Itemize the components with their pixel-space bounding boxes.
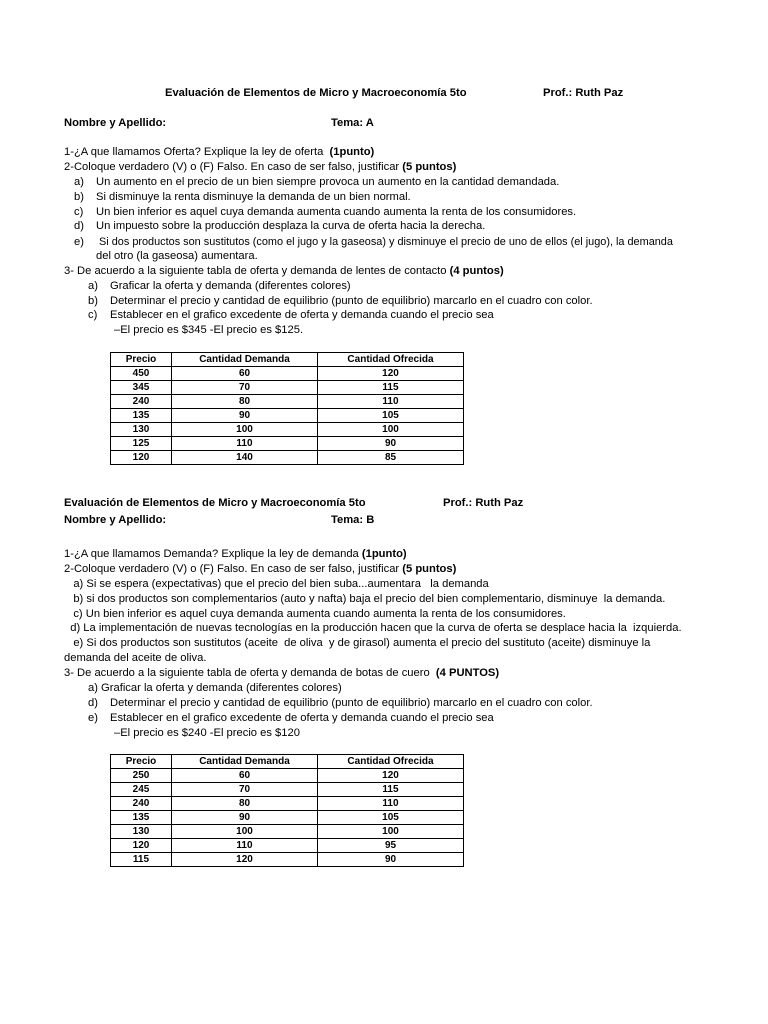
cell-ofrecida: 105 (318, 409, 464, 423)
cell-demanda: 110 (172, 437, 318, 451)
item-text: Establecer en el grafico excedente de oferta y demanda cuando el precio sea (110, 309, 494, 321)
cell-ofrecida: 100 (318, 423, 464, 437)
exam-b-q2-line: c) Un bien inferior es aquel cuya demanda aumenta cuando aumenta la renta de los consumidores. (64, 608, 566, 620)
exam-a-title: Evaluación de Elementos de Micro y Macroeconomía 5to (165, 87, 467, 99)
cell-demanda: 70 (172, 783, 318, 797)
cell-demanda: 140 (172, 451, 318, 465)
header-cantidad-demanda: Cantidad Demanda (172, 755, 318, 769)
exam-b-name-label: Nombre y Apellido: (64, 514, 167, 526)
item-letter: c) (74, 206, 84, 218)
exam-a-q3-prices: –El precio es $345 -El precio es $125. (114, 324, 304, 336)
table-row (111, 825, 464, 839)
cell-precio: 345 (111, 381, 172, 395)
item-text: Un aumento en el precio de un bien siempre provoca un aumento en la cantidad demandada. (96, 176, 560, 188)
cell-precio: 115 (111, 853, 172, 867)
cell-precio: 120 (111, 451, 172, 465)
exam-a-q2-item (74, 205, 576, 219)
cell-precio: 135 (111, 811, 172, 825)
cell-precio: 120 (111, 839, 172, 853)
item-text: Determinar el precio y cantidad de equilibrio (punto de equilibrio) marcarlo en el cuadro con color. (110, 295, 593, 307)
exam-b-q2-line: b) si dos productos son complementarios (auto y nafta) baja el precio del bien complementario, disminuye la demanda. (64, 593, 666, 605)
exam-b-q3-item (88, 696, 593, 710)
exam-a-q3 (64, 264, 504, 278)
cell-demanda: 110 (172, 839, 318, 853)
cell-demanda: 60 (172, 769, 318, 783)
header-cantidad-ofrecida: Cantidad Ofrecida (318, 755, 464, 769)
table-row (111, 811, 464, 825)
item-text: Graficar la oferta y demanda (diferentes colores) (110, 280, 351, 292)
exam-a-q2-text: 2-Coloque verdadero (V) o (F) Falso. En caso de ser falso, justificar (64, 161, 400, 173)
cell-precio: 130 (111, 423, 172, 437)
table-row (111, 395, 464, 409)
item-letter: b) (88, 295, 98, 307)
cell-ofrecida: 120 (318, 367, 464, 381)
exam-b-q3-prices: –El precio es $240 -El precio es $120 (114, 727, 300, 739)
exam-b-table (110, 754, 464, 867)
exam-a-q3-item (88, 294, 593, 308)
exam-b-q1-text: 1-¿A que llamamos Demanda? Explique la ley de demanda (64, 548, 359, 560)
item-text: Establecer en el grafico excedente de oferta y demanda cuando el precio sea (110, 712, 494, 724)
item-text: Determinar el precio y cantidad de equilibrio (punto de equilibrio) marcarlo en el cuadro con color. (110, 697, 593, 709)
cell-ofrecida: 115 (318, 783, 464, 797)
exam-a-q2 (64, 160, 456, 174)
table-row (111, 853, 464, 867)
table-row (111, 783, 464, 797)
exam-a-q1-points: (1punto) (329, 146, 375, 158)
table-row (111, 769, 464, 783)
exam-b-q3-points: (4 PUNTOS) (435, 667, 500, 679)
cell-ofrecida: 115 (318, 381, 464, 395)
exam-a-q2-item (74, 190, 411, 204)
cell-demanda: 60 (172, 367, 318, 381)
table-row (111, 437, 464, 451)
cell-demanda: 100 (172, 825, 318, 839)
exam-a-q3-text: 3- De acuerdo a la siguiente tabla de oferta y demanda de lentes de contacto (64, 265, 447, 277)
cell-ofrecida: 110 (318, 797, 464, 811)
item-letter: a) (74, 176, 84, 188)
exam-b-q2 (64, 562, 456, 576)
item-letter: d) (88, 697, 98, 709)
header-cantidad-ofrecida: Cantidad Ofrecida (318, 353, 464, 367)
table-row (111, 423, 464, 437)
cell-demanda: 120 (172, 853, 318, 867)
table-row (111, 381, 464, 395)
exam-b-q2-line: e) Si dos productos son sustitutos (aceite de oliva y de girasol) aumenta el precio del sustituto (aceite) disminuye la (64, 637, 651, 649)
cell-ofrecida: 120 (318, 769, 464, 783)
cell-precio: 240 (111, 395, 172, 409)
item-letter: e) (74, 236, 84, 248)
cell-ofrecida: 90 (318, 437, 464, 451)
item-letter: e) (88, 712, 98, 724)
exam-a-prof: Prof.: Ruth Paz (543, 87, 624, 99)
cell-ofrecida: 105 (318, 811, 464, 825)
exam-b-q2-points: (5 puntos) (402, 563, 457, 575)
cell-demanda: 90 (172, 409, 318, 423)
table-header-row (111, 755, 464, 769)
table-row (111, 451, 464, 465)
item-text: Un impuesto sobre la producción desplaza la curva de oferta hacia la derecha. (96, 220, 486, 232)
exam-a-tema: Tema: A (331, 117, 374, 129)
exam-a-q2-item (74, 175, 559, 189)
cell-demanda: 80 (172, 797, 318, 811)
exam-b-q2-text: 2-Coloque verdadero (V) o (F) Falso. En caso de ser falso, justificar (64, 563, 400, 575)
cell-demanda: 80 (172, 395, 318, 409)
item-letter: b) (74, 191, 84, 203)
exam-a-q3-item (88, 279, 351, 293)
cell-precio: 240 (111, 797, 172, 811)
exam-a-q3-item (88, 308, 494, 322)
cell-precio: 135 (111, 409, 172, 423)
table-header-row (111, 353, 464, 367)
cell-demanda: 70 (172, 381, 318, 395)
item-text: Si disminuye la renta disminuye la demanda de un bien normal. (96, 191, 411, 203)
cell-demanda: 90 (172, 811, 318, 825)
exam-a-q2-points: (5 puntos) (402, 161, 457, 173)
exam-a-q1 (64, 145, 374, 159)
exam-b-tema: Tema: B (331, 514, 375, 526)
cell-ofrecida: 110 (318, 395, 464, 409)
exam-b-q1 (64, 547, 407, 561)
exam-b-q2-line: d) La implementación de nuevas tecnologías en la producción hacen que la curva de oferta se desplace hacia la izquierda. (64, 622, 682, 634)
cell-precio: 130 (111, 825, 172, 839)
item-letter: c) (88, 309, 98, 321)
exam-b-q2-line: demanda del aceite de oliva. (64, 652, 207, 664)
header-precio: Precio (111, 755, 172, 769)
cell-ofrecida: 90 (318, 853, 464, 867)
cell-precio: 245 (111, 783, 172, 797)
item-text: Un bien inferior es aquel cuya demanda aumenta cuando aumenta la renta de los consumidores. (96, 206, 577, 218)
exam-a-q2-item (74, 219, 485, 233)
cell-precio: 125 (111, 437, 172, 451)
exam-b-q1-points: (1punto) (361, 548, 407, 560)
cell-ofrecida: 95 (318, 839, 464, 853)
header-precio: Precio (111, 353, 172, 367)
cell-ofrecida: 100 (318, 825, 464, 839)
table-row (111, 367, 464, 381)
cell-precio: 450 (111, 367, 172, 381)
exam-b-q3-a: a) Graficar la oferta y demanda (diferentes colores) (88, 682, 342, 694)
cell-ofrecida: 85 (318, 451, 464, 465)
table-row (111, 839, 464, 853)
item-letter: d) (74, 220, 84, 232)
header-cantidad-demanda: Cantidad Demanda (172, 353, 318, 367)
exam-b-q2-line: a) Si se espera (expectativas) que el precio del bien suba...aumentara la demanda (64, 578, 489, 590)
exam-a-q2-e-cont: del otro (la gaseosa) aumentara. (96, 250, 258, 262)
exam-a-name-label: Nombre y Apellido: (64, 117, 167, 129)
exam-b-q3-text: 3- De acuerdo a la siguiente tabla de oferta y demanda de botas de cuero (64, 667, 430, 679)
table-row (111, 797, 464, 811)
exam-b-prof: Prof.: Ruth Paz (443, 497, 524, 509)
exam-b-title: Evaluación de Elementos de Micro y Macroeconomía 5to (64, 497, 366, 509)
exam-b-q3-item (88, 711, 494, 725)
exam-a-table (110, 352, 464, 465)
exam-a-q2-item (74, 235, 673, 249)
exam-a-q1-text: 1-¿A que llamamos Oferta? Explique la ley de oferta (64, 146, 324, 158)
cell-precio: 250 (111, 769, 172, 783)
item-text: Si dos productos son sustitutos (como el jugo y la gaseosa) y disminuye el precio de uno de ellos (el jugo), la demanda (96, 236, 673, 248)
exam-b-q3 (64, 666, 499, 680)
cell-demanda: 100 (172, 423, 318, 437)
exam-a-q3-points: (4 puntos) (449, 265, 504, 277)
item-letter: a) (88, 280, 98, 292)
table-row (111, 409, 464, 423)
